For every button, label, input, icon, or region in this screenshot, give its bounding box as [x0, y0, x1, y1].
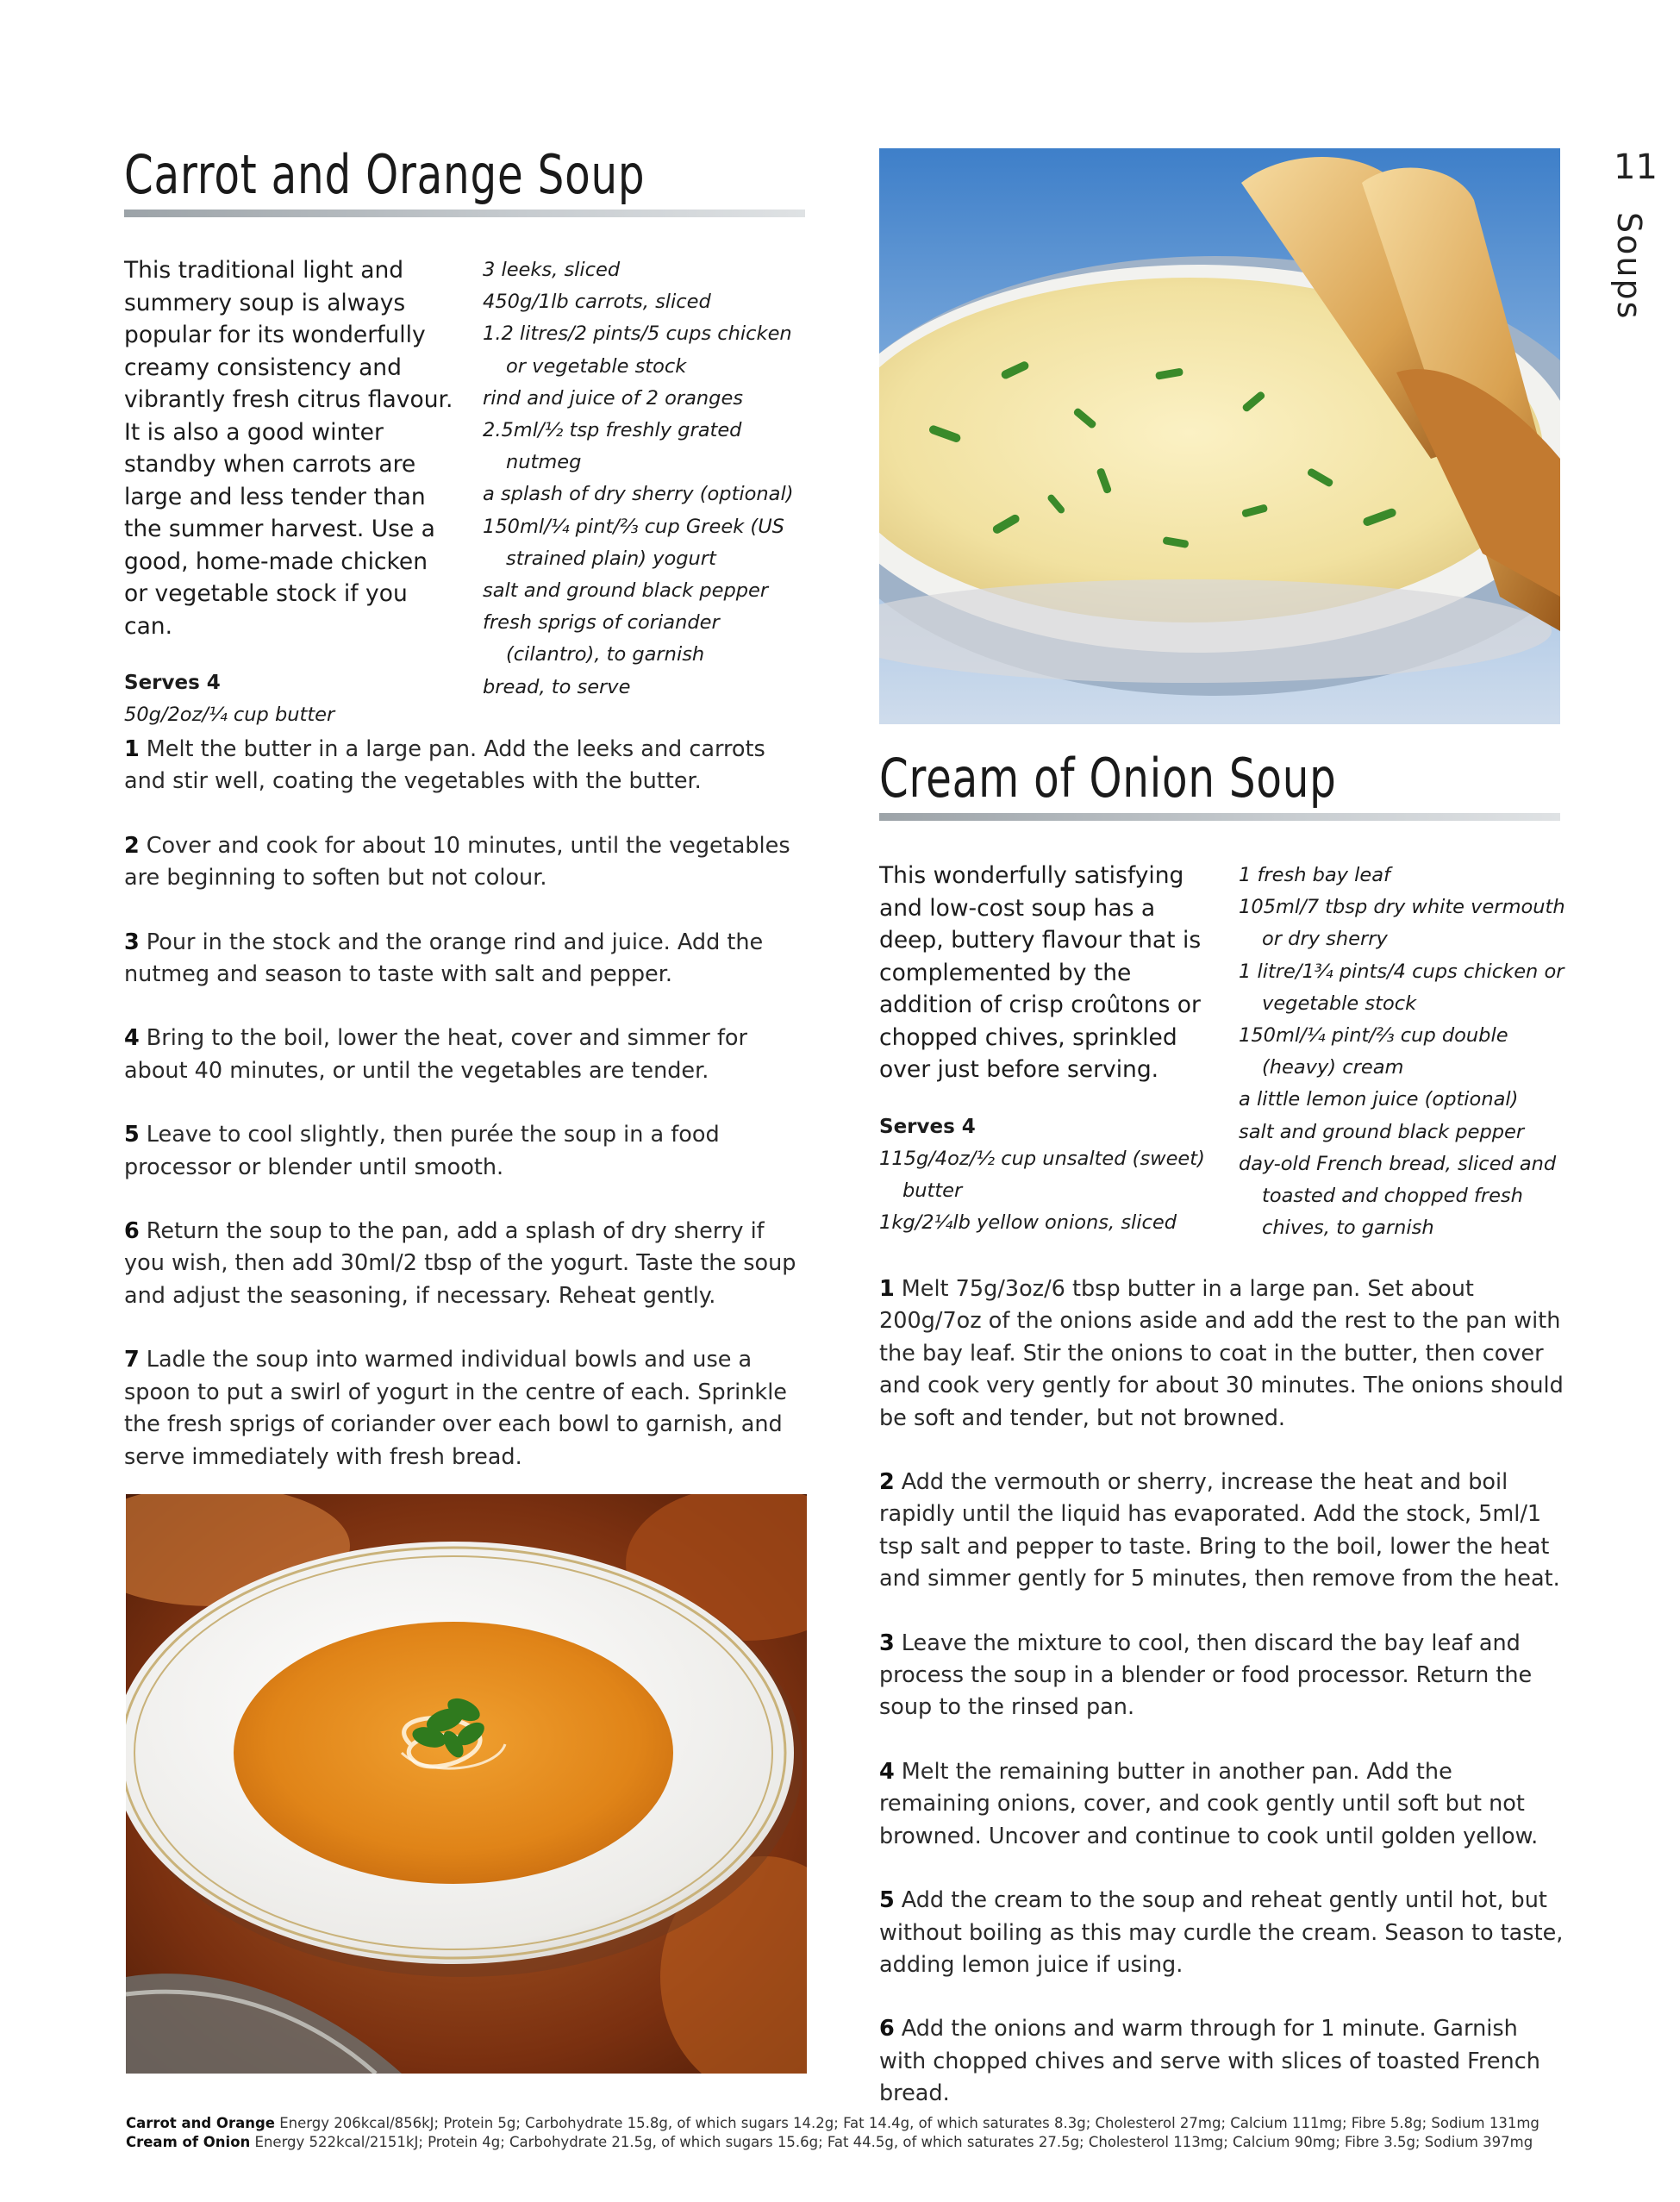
ingredient: 1 litre/1¾ pints/4 cups chicken or vegetable stock	[1239, 960, 1564, 1015]
ingredient: 50g/2oz/¼ cup butter	[124, 704, 335, 726]
ingredient: 3 leeks, sliced	[483, 259, 621, 281]
method-step: 1 Melt 75g/3oz/6 tbsp butter in a large pan. Set about 200g/7oz of the onions aside and add the rest to the pan with the bay leaf. Stir the onions to coat in the butter, then cover and cook very gently for about 30 minutes. The onions should be soft and tender, but not browned.	[879, 1276, 1564, 1431]
ingredient: 1.2 litres/2 pints/5 cups chicken or vegetable stock	[483, 322, 792, 378]
ingredient: salt and ground black pepper	[483, 579, 769, 603]
method-step: 2 Add the vermouth or sherry, increase the heat and boil rapidly until the liquid has evaporated. Add the stock, 5ml/1 tsp salt and pepper to taste. Bring to the boil, lower the heat and simmer gently for 5 minutes, then remove from the heat.	[879, 1469, 1560, 1592]
carrot-soup-illustration	[126, 1494, 807, 2074]
ingredient: a splash of dry sherry (optional)	[483, 483, 794, 506]
ingredient: 115g/4oz/½ cup unsalted (sweet) butter	[879, 1147, 1205, 1202]
method-step: 3 Pour in the stock and the orange rind and juice. Add the nutmeg and season to taste with salt and pepper.	[124, 929, 764, 988]
onion-method	[879, 1273, 1565, 2143]
method-step: 6 Return the soup to the pan, add a splash of dry sherry if you wish, then add 30ml/2 tbsp of the yogurt. Taste the soup and adjust the seasoning, if necessary. Reheat gently.	[124, 1218, 796, 1309]
method-step: 3 Leave the mixture to cool, then discard the bay leaf and process the soup in a blender or food processor. Return the soup to the rinsed pan.	[879, 1630, 1533, 1721]
ingredient: a little lemon juice (optional)	[1239, 1088, 1519, 1111]
onion-title-rule	[879, 813, 1560, 821]
nutrition-line: Carrot and Orange Energy 206kcal/856kJ; Protein 5g; Carbohydrate 15.8g, of which sugars 14.2g; Fat 14.4g, of which saturates 8.3g; Cholesterol 27mg; Calcium 111mg; Fibre 5.8g; Sodium 131mg	[126, 2115, 1539, 2131]
ingredient: day-old French bread, sliced and toasted and chopped fresh chives, to garnish	[1239, 1152, 1557, 1240]
section-label: Soups	[1610, 212, 1648, 321]
onion-serves: Serves 4	[879, 1115, 976, 1138]
onion-soup-photo	[879, 148, 1560, 724]
onion-title: Cream of Onion Soup	[879, 747, 1337, 810]
method-step: 1 Melt the butter in a large pan. Add the leeks and carrots and stir well, coating the vegetables with the butter.	[124, 736, 765, 795]
page-number: 11	[1614, 147, 1658, 187]
ingredient: fresh sprigs of coriander (cilantro), to garnish	[483, 611, 720, 666]
carrot-serves-ingredients	[124, 699, 456, 731]
ingredient: 150ml/¼ pint/⅔ cup double (heavy) cream	[1239, 1024, 1508, 1079]
onion-soup-illustration	[879, 148, 1560, 724]
nutrition-info	[126, 2114, 1539, 2152]
carrot-title: Carrot and Orange Soup	[124, 143, 646, 206]
ingredient: 450g/1lb carrots, sliced	[483, 291, 711, 314]
method-step: 6 Add the onions and warm through for 1 minute. Garnish with chopped chives and serve with slices of toasted French bread.	[879, 2016, 1540, 2107]
ingredient: 1 fresh bay leaf	[1239, 864, 1390, 886]
carrot-ingredients	[483, 254, 810, 704]
onion-ingredients	[1239, 860, 1566, 1244]
carrot-serves: Serves 4	[124, 672, 221, 694]
carrot-intro: This traditional light and summery soup is always popular for its wonderfully creamy consistency and vibrantly fresh citrus flavour. It is also a good winter standby when carrots are large and less tender than the summer harvest. Use a good, home-made chicken or vegetable stock if you can. Serves 4 50g/2oz/¼ cup butter	[124, 254, 456, 731]
ingredient: 150ml/¼ pint/⅔ cup Greek (US strained plain) yogurt	[483, 515, 784, 570]
method-step: 4 Melt the remaining butter in another pan. Add the remaining onions, cover, and cook gently until soft but not browned. Uncover and continue to cook until golden yellow.	[879, 1758, 1539, 1849]
ingredient: 1kg/2¼lb yellow onions, sliced	[879, 1210, 1177, 1234]
nutrition-line: Cream of Onion Energy 522kcal/2151kJ; Protein 4g; Carbohydrate 21.5g, of which sugars 15.6g; Fat 44.5g, of which saturates 27.5g; Cholesterol 113mg; Calcium 90mg; Fibre 3.5g; Sodium 397mg	[126, 2134, 1533, 2150]
ingredient: bread, to serve	[483, 675, 631, 698]
method-step: 5 Leave to cool slightly, then purée the soup in a food processor or blender until smooth.	[124, 1122, 720, 1180]
carrot-title-rule	[124, 210, 805, 217]
method-step: 2 Cover and cook for about 10 minutes, until the vegetables are beginning to soften but not colour.	[124, 832, 790, 891]
method-step: 5 Add the cream to the soup and reheat gently until hot, but without boiling as this may curdle the cream. Season to taste, adding lemon juice if using.	[879, 1887, 1564, 1978]
ingredient: 2.5ml/½ tsp freshly grated nutmeg	[483, 419, 742, 474]
ingredient: rind and juice of 2 oranges	[483, 386, 744, 410]
carrot-soup-photo	[126, 1494, 807, 2074]
onion-intro: This wonderfully satisfying and low-cost soup has a deep, buttery flavour that is complemented by the addition of crisp croûtons or chopped chives, sprinkled over just before serving. Serves 4 115g/4oz/½ cup unsalted (sweet) butter 1kg/2¼lb yellow onions, sliced	[879, 860, 1211, 1239]
ingredient: salt and ground black pepper	[1239, 1120, 1525, 1143]
carrot-method	[124, 734, 810, 1505]
method-step: 4 Bring to the boil, lower the heat, cover and simmer for about 40 minutes, or until the vegetables are tender.	[124, 1025, 748, 1084]
method-step: 7 Ladle the soup into warmed individual bowls and use a spoon to put a swirl of yogurt in the centre of each. Sprinkle the fresh sprigs of coriander over each bowl to garnish, and serve immediately with fresh bread.	[124, 1347, 787, 1470]
ingredient: 105ml/7 tbsp dry white vermouth or dry sherry	[1239, 896, 1565, 951]
onion-serves-ingredients	[879, 1143, 1211, 1240]
